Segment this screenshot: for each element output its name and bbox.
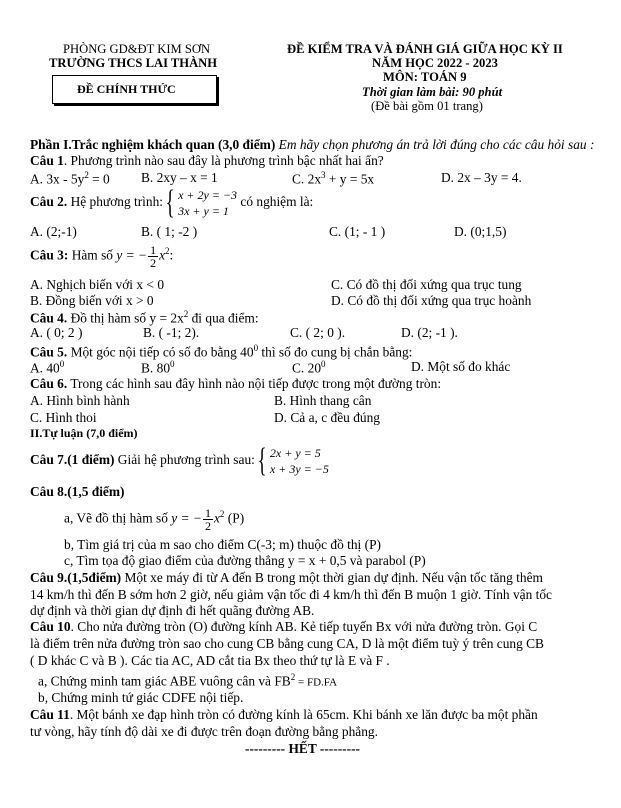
question-4: Câu 4. Đồ thị hàm số $y = 2x^2$ đi qua điểm: xyxy=(30,309,259,326)
question-10: Câu 10. Cho nửa đường tròn (O) đường kính AB. Kẻ tiếp tuyến Bx với nửa đường tròn. Gọi C xyxy=(30,619,538,634)
q8-part-a: a, Vẽ đồ thị hàm số y = − $\frac{1}{2}$ $x^2$ (P) xyxy=(64,506,245,533)
q10-line-3: ( D khác C và B ). Các tia AC, AD cắt tia Bx theo thứ tự là E và F . xyxy=(30,653,390,668)
part1-instruction: Em hãy chọn phương án trả lời đúng cho các câu hỏi sau : xyxy=(278,137,595,152)
question-3: Câu 3: Hàm số y = − $\frac{1}{2}$ $x^2$: xyxy=(30,243,174,270)
equation-system: x + 2y = −3 3x + y = 1 xyxy=(178,187,238,218)
q5-option-c: C. $20^0$ xyxy=(292,359,326,376)
question-text: Hệ phương trình: xyxy=(70,194,164,210)
q4-option-d: D. (2; -1 ). xyxy=(401,325,458,340)
question-7 xyxy=(30,444,329,478)
question-8-label: Câu 8.(1,5 điểm) xyxy=(30,484,125,499)
q4-option-a: A. ( 0; 2 ) xyxy=(30,325,83,340)
q1-option-c: C. $2x^3 + y = 5x$ xyxy=(292,170,375,187)
q10-part-a: a, Chứng minh tam giác ABE vuông cân và $FB^2 = FD.FA$ xyxy=(38,672,338,689)
question-text: Giải hệ phương trình sau: xyxy=(117,452,255,468)
question-2 xyxy=(30,186,313,220)
question-text: Hàm số xyxy=(71,247,113,263)
q6-option-c: C. Hình thoi xyxy=(30,410,97,425)
part1-title: Phần I.Trắc nghiệm khách quan (3,0 điểm) xyxy=(30,137,276,152)
q10-part-b: b, Chứng minh tứ giác CDFE nội tiếp. xyxy=(38,690,244,705)
q3-option-c: C. Có đồ thị đối xứng qua trục tung xyxy=(331,277,522,292)
q6-option-d: D. Cả a, c đều đúng xyxy=(274,410,380,425)
q4-option-b: B. ( -1; 2). xyxy=(143,325,200,340)
equation-system: 2x + y = 5 x + 3y = −5 xyxy=(269,445,329,476)
department-name: PHÒNG GD&ĐT KIM SƠN xyxy=(63,42,211,56)
end-marker: --------- HẾT --------- xyxy=(245,741,360,756)
exam-title: ĐỀ KIỂM TRA VÀ ĐÁNH GIÁ GIỮA HỌC KỲ II xyxy=(287,42,563,56)
q10-line-2: là điểm trên nửa đường tròn sao cho cung CB bằng cung CA, D là một điểm tuỳ ý trên cung CB xyxy=(30,636,544,651)
question-1 xyxy=(30,153,384,168)
question-label: Câu 6. xyxy=(30,376,68,391)
q5-option-a: A. $40^0$ xyxy=(30,359,65,376)
system-brace: { xyxy=(166,184,176,221)
q11-line-2: tư vòng, hãy tính độ dài xe đi được trên đoạn đường bằng phẳng. xyxy=(30,724,378,739)
q1-option-d: D. 2x – 3y = 4. xyxy=(441,170,522,185)
question-text: Trong các hình sau đây hình nào nội tiếp được trong một đường tròn: xyxy=(70,376,442,391)
official-label: ĐỀ CHÍNH THỨC xyxy=(77,82,176,96)
q6-option-a: A. Hình bình hành xyxy=(30,393,130,408)
q2-option-b: B. ( 1; -2 ) xyxy=(141,224,198,239)
fraction: $\frac{1}{2}$ xyxy=(150,243,157,270)
question-5: Câu 5. Một góc nội tiếp có số đo bằng $40^0$ thì số đo cung bị chắn bằng: xyxy=(30,343,413,360)
question-tail: có nghiệm là: xyxy=(240,194,314,210)
question-6 xyxy=(30,376,441,391)
part1-heading xyxy=(30,137,594,152)
q8-part-c: c, Tìm tọa độ giao điểm của đường thẳng y = x + 0,5 và parabol (P) xyxy=(64,553,426,568)
question-label: Câu 7.(1 điểm) xyxy=(30,452,115,468)
question-label: Câu 3: xyxy=(30,247,69,263)
q2-option-d: D. (0;1,5) xyxy=(454,224,507,239)
question-text: . Phương trình nào sau đây là phương trình bậc nhất hai ẩn? xyxy=(63,153,384,168)
q9-line-3: dự định và thời gian dự định đi hết quãng đường AB. xyxy=(30,603,315,618)
fraction: $\frac{1}{2}$ xyxy=(204,506,211,533)
subject: MÔN: TOÁN 9 xyxy=(383,70,467,84)
question-label: Câu 5. xyxy=(30,344,68,360)
q1-option-b: B. 2xy – x = 1 xyxy=(141,170,218,185)
q3-option-b: B. Đồng biến với x > 0 xyxy=(30,293,154,308)
question-label: Câu 1 xyxy=(30,153,64,168)
question-label: Câu 4. xyxy=(30,310,68,326)
question-label: Câu 11 xyxy=(30,707,70,722)
q9-line-2: 14 km/h thì đến B sớm hơn 2 giờ, nếu giảm vận tốc đi 4 km/h thì đến B muộn 1 giờ. Tính vận tốc xyxy=(30,587,553,602)
official-stamp-box xyxy=(52,75,217,104)
school-name: TRƯỜNG THCS LAI THÀNH xyxy=(49,56,218,70)
school-year: NĂM HỌC 2022 - 2023 xyxy=(372,56,498,70)
part2-title: II.Tự luận (7,0 điểm) xyxy=(30,426,138,440)
question-label: Câu 9.(1,5điểm) xyxy=(30,570,122,585)
q3-option-a: A. Nghịch biến với x < 0 xyxy=(30,277,165,292)
q4-option-c: C. ( 2; 0 ). xyxy=(290,325,346,340)
q5-option-d: D. Một số đo khác xyxy=(411,359,511,374)
q6-option-b: B. Hình thang cân xyxy=(274,393,372,408)
q1-option-a: A. $3x - 5y^2 = 0$ xyxy=(30,170,110,187)
system-brace: { xyxy=(257,442,267,479)
page-count: (Đề bài gồm 01 trang) xyxy=(371,99,483,113)
q5-option-b: B. $80^0$ xyxy=(141,359,175,376)
question-label: Câu 10 xyxy=(30,619,71,634)
q2-option-a: A. (2;-1) xyxy=(30,224,77,239)
q8-part-b: b, Tìm giá trị của m sao cho điểm C(-3; m) thuộc đồ thị (P) xyxy=(64,537,381,552)
exam-time: Thời gian làm bài: 90 phút xyxy=(362,85,503,99)
q2-option-c: C. (1; - 1 ) xyxy=(329,224,386,239)
question-9: Câu 9.(1,5điểm) Một xe máy đi từ A đến B trong một thời gian dự định. Nếu vận tốc tăng thêm xyxy=(30,570,543,585)
question-label: Câu 2. xyxy=(30,194,68,210)
q3-option-d: D. Có đồ thị đối xứng qua trục hoành xyxy=(331,293,532,308)
question-11: Câu 11. Một bánh xe đạp hình tròn có đường kính là 65cm. Khi bánh xe lăn được ba một phần xyxy=(30,707,538,722)
